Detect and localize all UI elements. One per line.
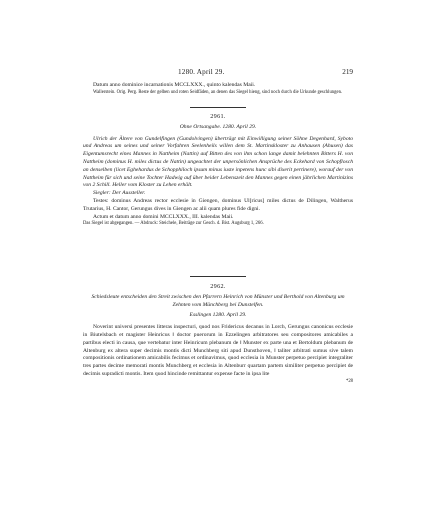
document-regest: Schiedsleute entscheiden den Streit zwischen den Pfarrern Heinrich von Münster und Berthold von Altenburg um Zehnten vom Münchberg bei Dunstelfen. xyxy=(91,293,345,308)
page-number: 219 xyxy=(342,68,353,76)
document-dateline: Esslingen 1280. April 29. xyxy=(189,312,247,319)
document-number: 2962. xyxy=(210,283,226,290)
archival-note: Wallerstein. Orig. Perg. Reste der gelben und roten Seidfäden, an denen das Siegel hieng, sind noch durch die Urkunde geschlungen. xyxy=(93,89,343,95)
footnote-marker: *28 xyxy=(345,378,353,384)
seal-line: Siegler: Der Aussteller. xyxy=(93,190,146,197)
header-title: 1280. April 29. xyxy=(178,68,225,76)
actum-clause: Actum et datum anno domini MCCLXXX., III. kalendas Maii. xyxy=(93,213,234,220)
document-2962 xyxy=(83,283,353,385)
document-number: 2961. xyxy=(210,113,226,120)
document-regest: Ulrich der Ältere von Gundelfingen (Gundolvingen) überträgt mit Einwilligung seiner Söhne Degenhard, Syboto und Andreas um seines und seiner Vorfahren Seelenheils willen dem St. Martinskloster zu Anhausen (Ahusen) das Eigentumsrecht eines Mannes in Nattheim (Nattin) auf Bitten des von ihm schon lange damit belehnten Bitters H. von Nattheim (dominus H. miles dictus de Nattin) ungeachtet der unpersönlichen Ansprüche des Eckehard von Schopflosch an denselben (licet Eghehardus de Schopphiloch ipsum minus iuste inpetens hunc sibi dixerit pertinere), worauf der von Nattheim für sich und seine Tochter Hadwig auf über beider Lebenszeit den Mannes gegen einen jährlichen Martinizins von 2 Schill. Heller vom Kloster zu Lehen erhält. xyxy=(83,135,353,189)
witness-list: Testes: dominus Andreas rector ecclesie in Giengen, dominus Ul[ricus] miles dictus de Dilingen, Waltherus Trutarius, H. Cantor, Gerungus dives in Giengen ac alii quam plures fide digni. xyxy=(83,197,353,212)
document-dateline: Ohne Ortsangabe. 1280. April 29. xyxy=(179,123,257,130)
separator-rule xyxy=(190,276,246,277)
document-body: Noverint universi presentes litteras inspecturi, quod nos Fridericus decanus in Lorch, Gerungus canonicus ecclesie in Biutelsbach et magister Heinricus ǁ doctor puerorum in Ezzelingen arbitratores seu compositores amicabiles a partibus electi in causa, que vertebatur inter Heinricum plebanum de ǁ Munster ex parte una et Bertoldum plebanum de Altenburg ex altera super decimis montis dicti Munchberg siti apud Dunsthoven, ǁ taliter arbitrati sumus sive talem compositionis ordinationem amicabilis fecimus et ordinavimus, quod ecclesia in Munster perpetuo percipiet integraliter tres partes decime memorati montis Munchberg et ecclesia in Altenburr quartam partem similiter perpetuo percipiet de decimis supradicti montis. Item quod hincinde remittantur expense facte in ipsa lite xyxy=(83,324,353,377)
separator-rule xyxy=(190,107,246,108)
previous-document-end xyxy=(83,82,353,96)
dating-clause: Datum anno dominice incarnationis MCCLXXX., quinto kalendas Maii. xyxy=(93,82,256,88)
document-2961 xyxy=(83,113,353,228)
seal-note: Das Siegel ist abgegangen. — Abdruck: Steichele, Beiträge zur Gesch. d. Bist. Augsburg 1, 266. xyxy=(83,221,264,227)
